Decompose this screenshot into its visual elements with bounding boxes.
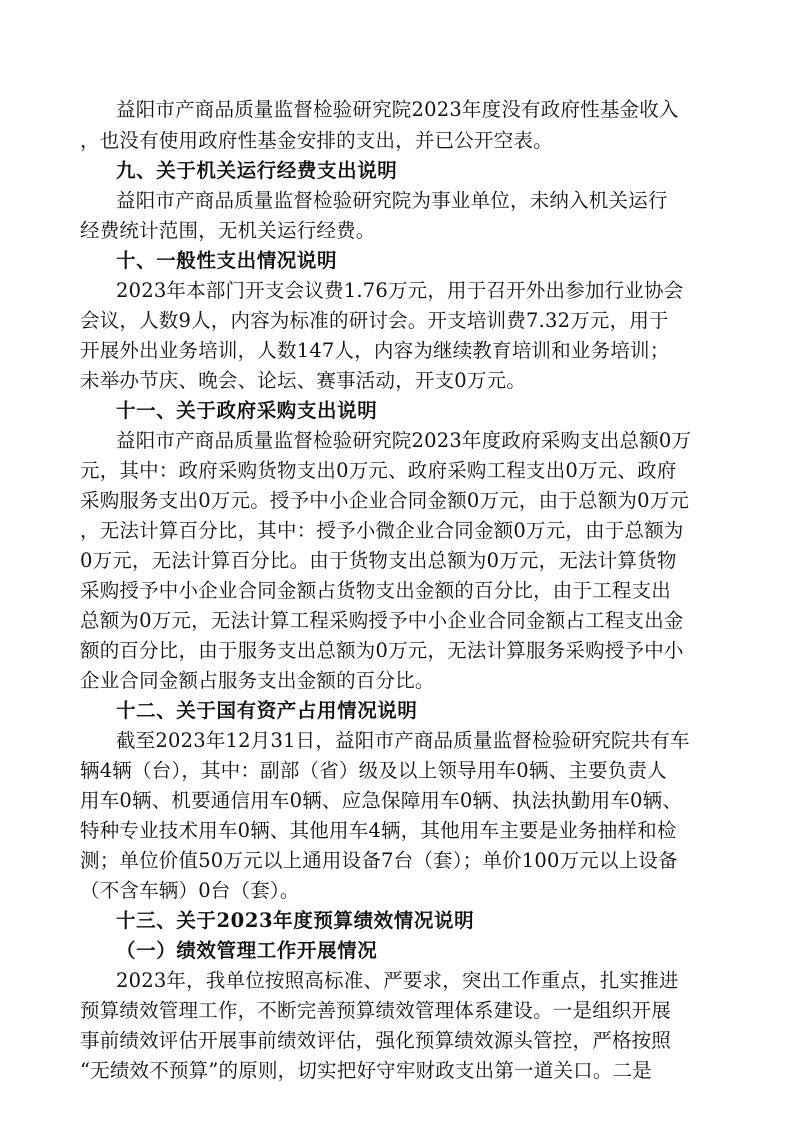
paragraph-line: 益阳市产商品质量监督检验研究院2023年度没有政府性基金收入 (116, 98, 679, 121)
paragraph-line: 2023年本部门开支会议费1.76万元，用于召开外出参加行业协会 (116, 279, 684, 302)
paragraph-line: 截至2023年12月31日，益阳市产商品质量监督检验研究院共有车 (116, 729, 690, 752)
paragraph-line: 辆4辆（台），其中：副部（省）级及以上领导用车0辆、主要负责人 (80, 759, 667, 782)
paragraph-line: 预算绩效管理工作，不断完善预算绩效管理体系建设。一是组织开展 (80, 999, 672, 1022)
paragraph-line: 会议，人数9人，内容为标准的研讨会。开支培训费7.32万元，用于 (80, 309, 669, 332)
section-heading-9: 九、关于机关运行经费支出说明 (116, 159, 398, 182)
paragraph-line: ，无法计算百分比，其中：授予小微企业合同金额0万元，由于总额为 (80, 519, 684, 542)
subsection-heading: （一）绩效管理工作开展情况 (116, 939, 378, 962)
paragraph-line: 额的百分比，由于服务支出总额为0万元，无法计算服务采购授予中小 (80, 639, 684, 662)
paragraph-line: 事前绩效评估开展事前绩效评估，强化预算绩效源头管控，严格按照 (80, 1029, 672, 1052)
paragraph-line: 元，其中：政府采购货物支出0万元、政府采购工程支出0万元、政府 (80, 459, 677, 482)
section-heading-13: 十三、关于2023年度预算绩效情况说明 (116, 909, 475, 932)
paragraph-line: 益阳市产商品质量监督检验研究院为事业单位，未纳入机关运行 (116, 189, 668, 212)
paragraph-line: 特种专业技术用车0辆、其他用车4辆，其他用车主要是业务抽样和检 (80, 819, 677, 842)
paragraph-line: 采购授予中小企业合同金额占货物支出金额的百分比，由于工程支出 (80, 579, 672, 602)
paragraph-line: 用车0辆、机要通信用车0辆、应急保障用车0辆、执法执勤用车0辆、 (80, 789, 683, 812)
paragraph-line: “无绩效不预算”的原则，切实把好守牢财政支出第一道关口。二是 (80, 1059, 652, 1082)
paragraph-line: 总额为0万元，无法计算工程采购授予中小企业合同金额占工程支出金 (80, 609, 684, 632)
section-heading-10: 十、一般性支出情况说明 (116, 249, 338, 272)
paragraph-line: 2023年，我单位按照高标准、严要求，突出工作重点，扎实推进 (116, 969, 679, 992)
paragraph-line: ，也没有使用政府性基金安排的支出，并已公开空表。 (80, 129, 553, 152)
paragraph-line: 测；单位价值50万元以上通用设备7台（套）；单价100万元以上设备 (80, 849, 678, 872)
paragraph-line: 企业合同金额占服务支出金额的百分比。 (80, 669, 435, 692)
paragraph-line: 开展外出业务培训，人数147人，内容为继续教育培训和业务培训； (80, 339, 670, 362)
paragraph-line: 益阳市产商品质量监督检验研究院2023年度政府采购支出总额0万 (116, 429, 692, 452)
section-heading-12: 十二、关于国有资产占用情况说明 (116, 699, 418, 722)
paragraph-line: 0万元，无法计算百分比。由于货物支出总额为0万元，无法计算货物 (80, 549, 677, 572)
paragraph-line: （不含车辆）0台（套）。 (80, 879, 300, 902)
paragraph-line: 采购服务支出0万元。授予中小企业合同金额0万元，由于总额为0万元 (80, 489, 690, 512)
paragraph-line: 未举办节庆、晚会、论坛、赛事活动，开支0万元。 (80, 369, 527, 392)
section-heading-11: 十一、关于政府采购支出说明 (116, 399, 378, 422)
paragraph-line: 经费统计范围，无机关运行经费。 (80, 219, 376, 242)
